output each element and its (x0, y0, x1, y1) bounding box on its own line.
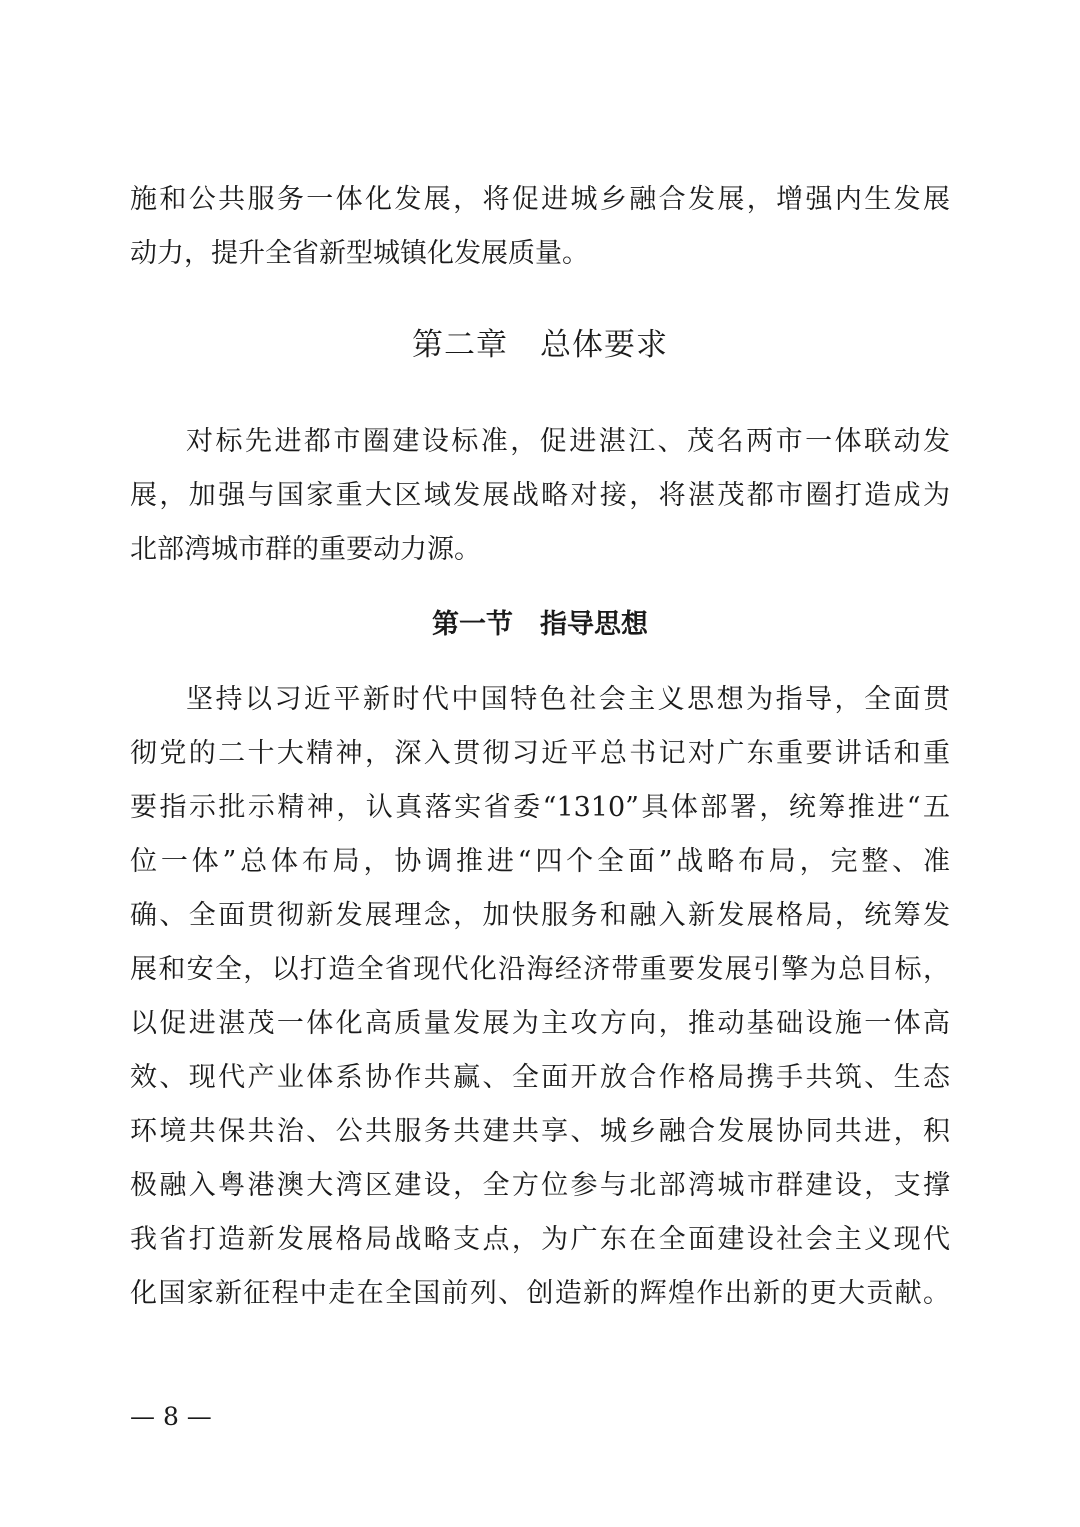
paragraph-line: 北部湾城市群的重要动力源。 (130, 534, 481, 565)
paragraph-line: 极融入粤港澳大湾区建设，全方位参与北部湾城市群建设，支撑 (130, 1170, 950, 1201)
paragraph-line: 环境共保共治、公共服务共建共享、城乡融合发展协同共进，积 (130, 1116, 950, 1147)
paragraph-line: 展和安全，以打造全省现代化沿海经济带重要发展引擎为总目标， (130, 954, 950, 985)
paragraph-line: 化国家新征程中走在全国前列、创造新的辉煌作出新的更大贡献。 (130, 1278, 950, 1309)
section-title: 第一节 指导思想 (432, 609, 648, 640)
paragraph-line: 以促进湛茂一体化高质量发展为主攻方向，推动基础设施一体高 (130, 1008, 950, 1039)
paragraph-line: 我省打造新发展格局战略支点，为广东在全面建设社会主义现代 (130, 1224, 950, 1255)
paragraph-line: 确、全面贯彻新发展理念，加快服务和融入新发展格局，统筹发 (130, 900, 950, 931)
paragraph-line: 施和公共服务一体化发展，将促进城乡融合发展，增强内生发展 (130, 184, 950, 215)
chapter-title: 第二章 总体要求 (412, 327, 668, 363)
paragraph-line: 展，加强与国家重大区域发展战略对接，将湛茂都市圈打造成为 (130, 480, 950, 511)
paragraph-line: 动力，提升全省新型城镇化发展质量。 (130, 238, 589, 269)
page-number: — 8 — (130, 1402, 212, 1431)
paragraph-line: 要指示批示精神，认真落实省委“1310”具体部署，统筹推进“五 (130, 792, 950, 823)
paragraph-line: 位一体”总体布局，协调推进“四个全面”战略布局，完整、准 (130, 846, 950, 877)
paragraph-line: 彻党的二十大精神，深入贯彻习近平总书记对广东重要讲话和重 (130, 738, 950, 769)
paragraph-line: 坚持以习近平新时代中国特色社会主义思想为指导，全面贯 (186, 684, 950, 715)
paragraph-line: 对标先进都市圈建设标准，促进湛江、茂名两市一体联动发 (186, 426, 950, 457)
paragraph-line: 效、现代产业体系协作共赢、全面开放合作格局携手共筑、生态 (130, 1062, 950, 1093)
